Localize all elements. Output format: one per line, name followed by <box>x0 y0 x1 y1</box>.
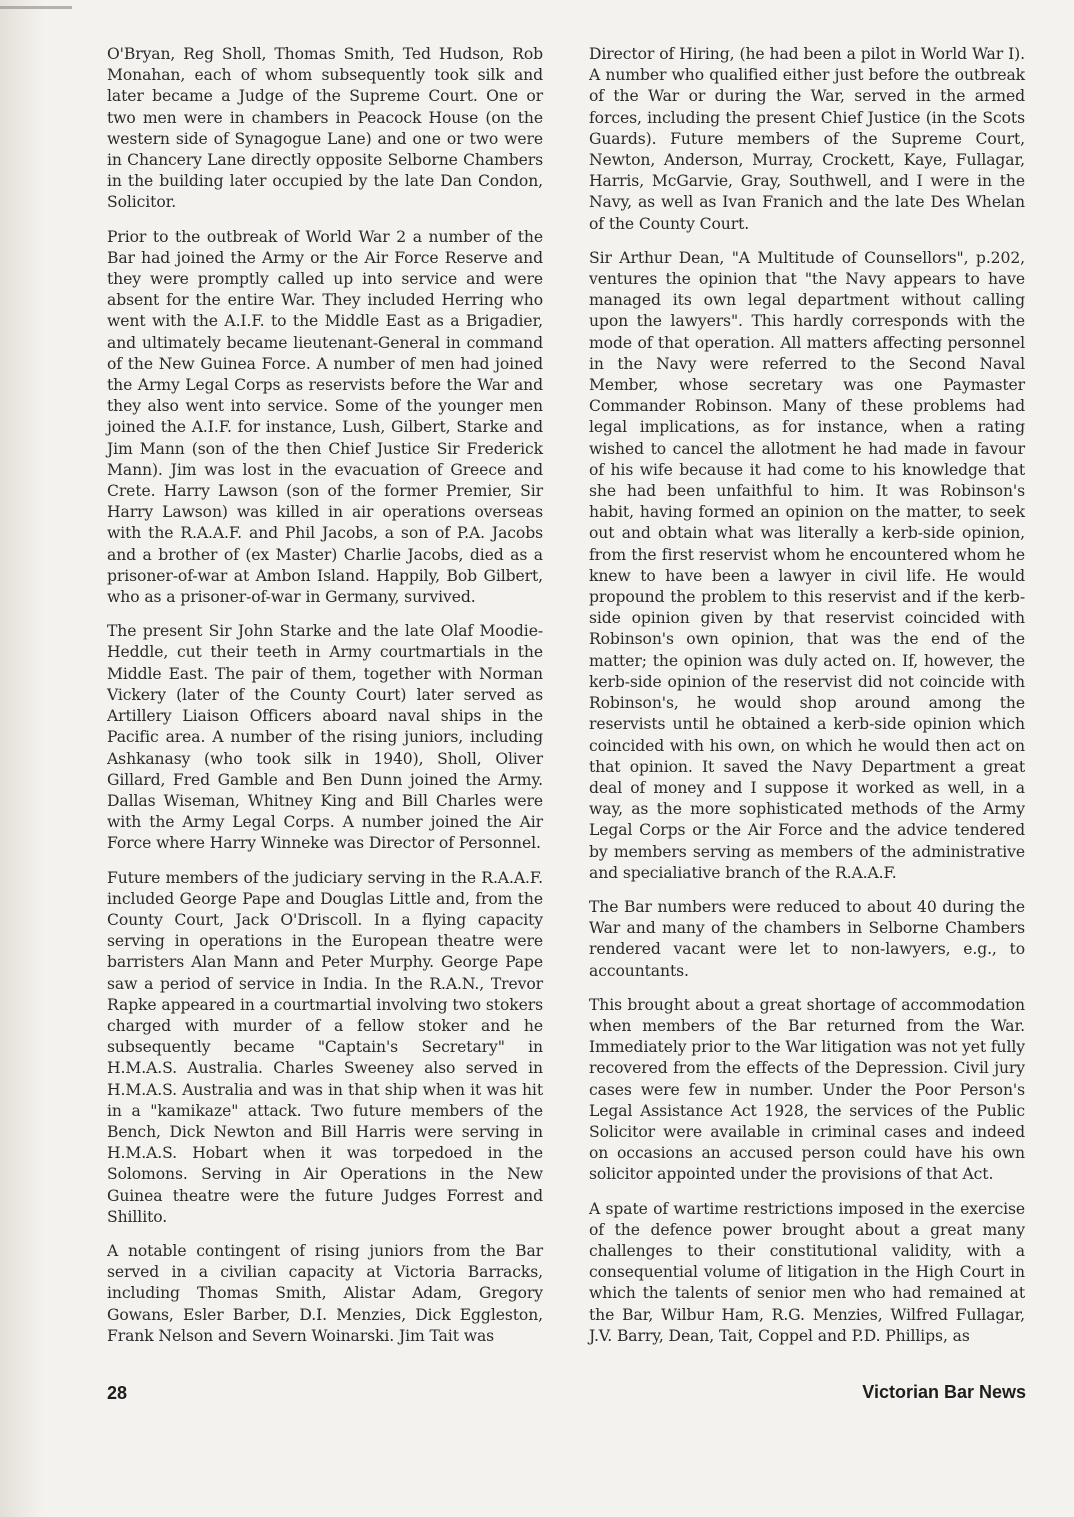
paragraph: A notable contingent of rising juniors from the Bar served in a civilian capacity at Victoria Barracks, including Thomas Smith, Alistar Adam, Gregory Gowans, Esler Barber, D.I. Menzies, Dick Eggleston, Frank Nelson and Severn Woinarski. Jim Tait was <box>107 1241 543 1345</box>
paragraph: A spate of wartime restrictions imposed in the exercise of the defence power brought about a great many challenges to their constitutional validity, with a consequential volume of litigation in the High Court in which the talents of senior men who had remained at the Bar, Wilbur Ham, R.G. Menzies, Wilfred Fullagar, J.V. Barry, Dean, Tait, Coppel and P.D. Phillips, as <box>589 1199 1025 1345</box>
paragraph: O'Bryan, Reg Sholl, Thomas Smith, Ted Hudson, Rob Monahan, each of whom subsequently took silk and later became a Judge of the Supreme Court. One or two men were in chambers in Peacock House (on the western side of Synagogue Lane) and one or two were in Chancery Lane directly opposite Selborne Chambers in the building later occupied by the late Dan Condon, Solicitor. <box>107 45 543 212</box>
page-number: 28 <box>107 1383 128 1403</box>
publication-title: Victorian Bar News <box>862 1382 1026 1402</box>
paragraph: Director of Hiring, (he had been a pilot in World War I). A number who qualified either just before the outbreak of the War or during the War, served in the armed forces, including the present Chief Justice (in the Scots Guards). Future members of the Supreme Court, Newton, Anderson, Murray, Crockett, Kaye, Fullagar, Harris, McGarvie, Gray, Southwell, and I were in the Navy, as well as Ivan Franich and the late Des Whelan of the County Court. <box>589 45 1025 233</box>
right-column <box>589 44 1025 1360</box>
paragraph: Future members of the judiciary serving in the R.A.A.F. included George Pape and Douglas Little and, from the County Court, Jack O'Driscoll. In a flying capacity serving in operations in the European theatre were barristers Alan Mann and Peter Murphy. George Pape saw a period of service in India. In the R.A.N., Trevor Rapke appeared in a courtmartial involving two stokers charged with murder of a fellow stoker and he subsequently became "Captain's Secretary" in H.M.A.S. Australia. Charles Sweeney also served in H.M.A.S. Australia and was in that ship when it was hit in a "kamikaze" attack. Two future members of the Bench, Dick Newton and Bill Harris were serving in H.M.A.S. Hobart when it was torpedoed in the Solomons. Serving in Air Operations in the New Guinea theatre were the future Judges Forrest and Shillito. <box>107 868 543 1226</box>
left-column <box>107 44 543 1360</box>
scan-edge-shadow <box>0 0 44 1517</box>
paragraph: Sir Arthur Dean, "A Multitude of Counsellors", p.202, ventures the opinion that "the Navy appears to have managed its own legal department without calling upon the lawyers". This hardly corresponds with the mode of that operation. All matters affecting personnel in the Navy were referred to the Second Naval Member, whose secretary was one Paymaster Commander Robinson. Many of these problems had legal implications, as for instance, when a rating wished to cancel the allotment he had made in favour of his wife because it had come to his knowledge that she had been unfaithful to him. It was Robinson's habit, having formed an opinion on the matter, to seek out and obtain what was literally a kerb-side opinion, from the first reservist whom he encountered whom he knew to have been a lawyer in civil life. He would propound the problem to this reservist and if the kerb-side opinion given by that reservist coincided with Robinson's own opinion, that was the end of the matter; the opinion was duly acted on. If, however, the kerb-side opinion of the reservist did not coincide with Robinson's, he would shop around among the reservists until he obtained a kerb-side opinion which coincided with his own, on which he would then act on that opinion. It saved the Navy Department a great deal of money and I suppose it worked as well, in a way, as the more sophisticated methods of the Army Legal Corps or the Air Force and the advice tendered by members serving as members of the administrative and specialiative branch of the R.A.A.F. <box>589 248 1025 882</box>
paragraph: The Bar numbers were reduced to about 40 during the War and many of the chambers in Selborne Chambers rendered vacant were let to non-lawyers, e.g., to accountants. <box>589 897 1025 980</box>
paragraph: The present Sir John Starke and the late Olaf Moodie-Heddle, cut their teeth in Army courtmartials in the Middle East. The pair of them, together with Norman Vickery (later of the County Court) later served as Artillery Liaison Officers aboard naval ships in the Pacific area. A number of the rising juniors, including Ashkanasy (who took silk in 1940), Sholl, Oliver Gillard, Fred Gamble and Ben Dunn joined the Army. Dallas Wiseman, Whitney King and Bill Charles were with the Army Legal Corps. A number joined the Air Force where Harry Winneke was Director of Personnel. <box>107 622 543 853</box>
paragraph: Prior to the outbreak of World War 2 a number of the Bar had joined the Army or the Air Force Reserve and they were promptly called up into service and were absent for the entire War. They included Herring who went with the A.I.F. to the Middle East as a Brigadier, and ultimately became lieutenant-General in command of the New Guinea Force. A number of men had joined the Army Legal Corps as reservists before the War and they also went into service. Some of the younger men joined the A.I.F. for instance, Lush, Gilbert, Starke and Jim Mann (son of the then Chief Justice Sir Frederick Mann). Jim was lost in the evacuation of Greece and Crete. Harry Lawson (son of the former Premier, Sir Harry Lawson) was killed in air operations overseas with the R.A.A.F. and Phil Jacobs, a son of P.A. Jacobs and a brother of (ex Master) Charlie Jacobs, died as a prisoner-of-war at Ambon Island. Happily, Bob Gilbert, who as a prisoner-of-war in Germany, survived. <box>107 227 543 607</box>
paragraph: This brought about a great shortage of accommodation when members of the Bar returned from the War. Immediately prior to the War litigation was not yet fully recovered from the effects of the Depression. Civil jury cases were few in number. Under the Poor Person's Legal Assistance Act 1928, the services of the Public Solicitor were available in criminal cases and indeed on occasions an accused person could have his own solicitor appointed under the provisions of that Act. <box>589 995 1025 1184</box>
corner-mark <box>0 6 72 9</box>
